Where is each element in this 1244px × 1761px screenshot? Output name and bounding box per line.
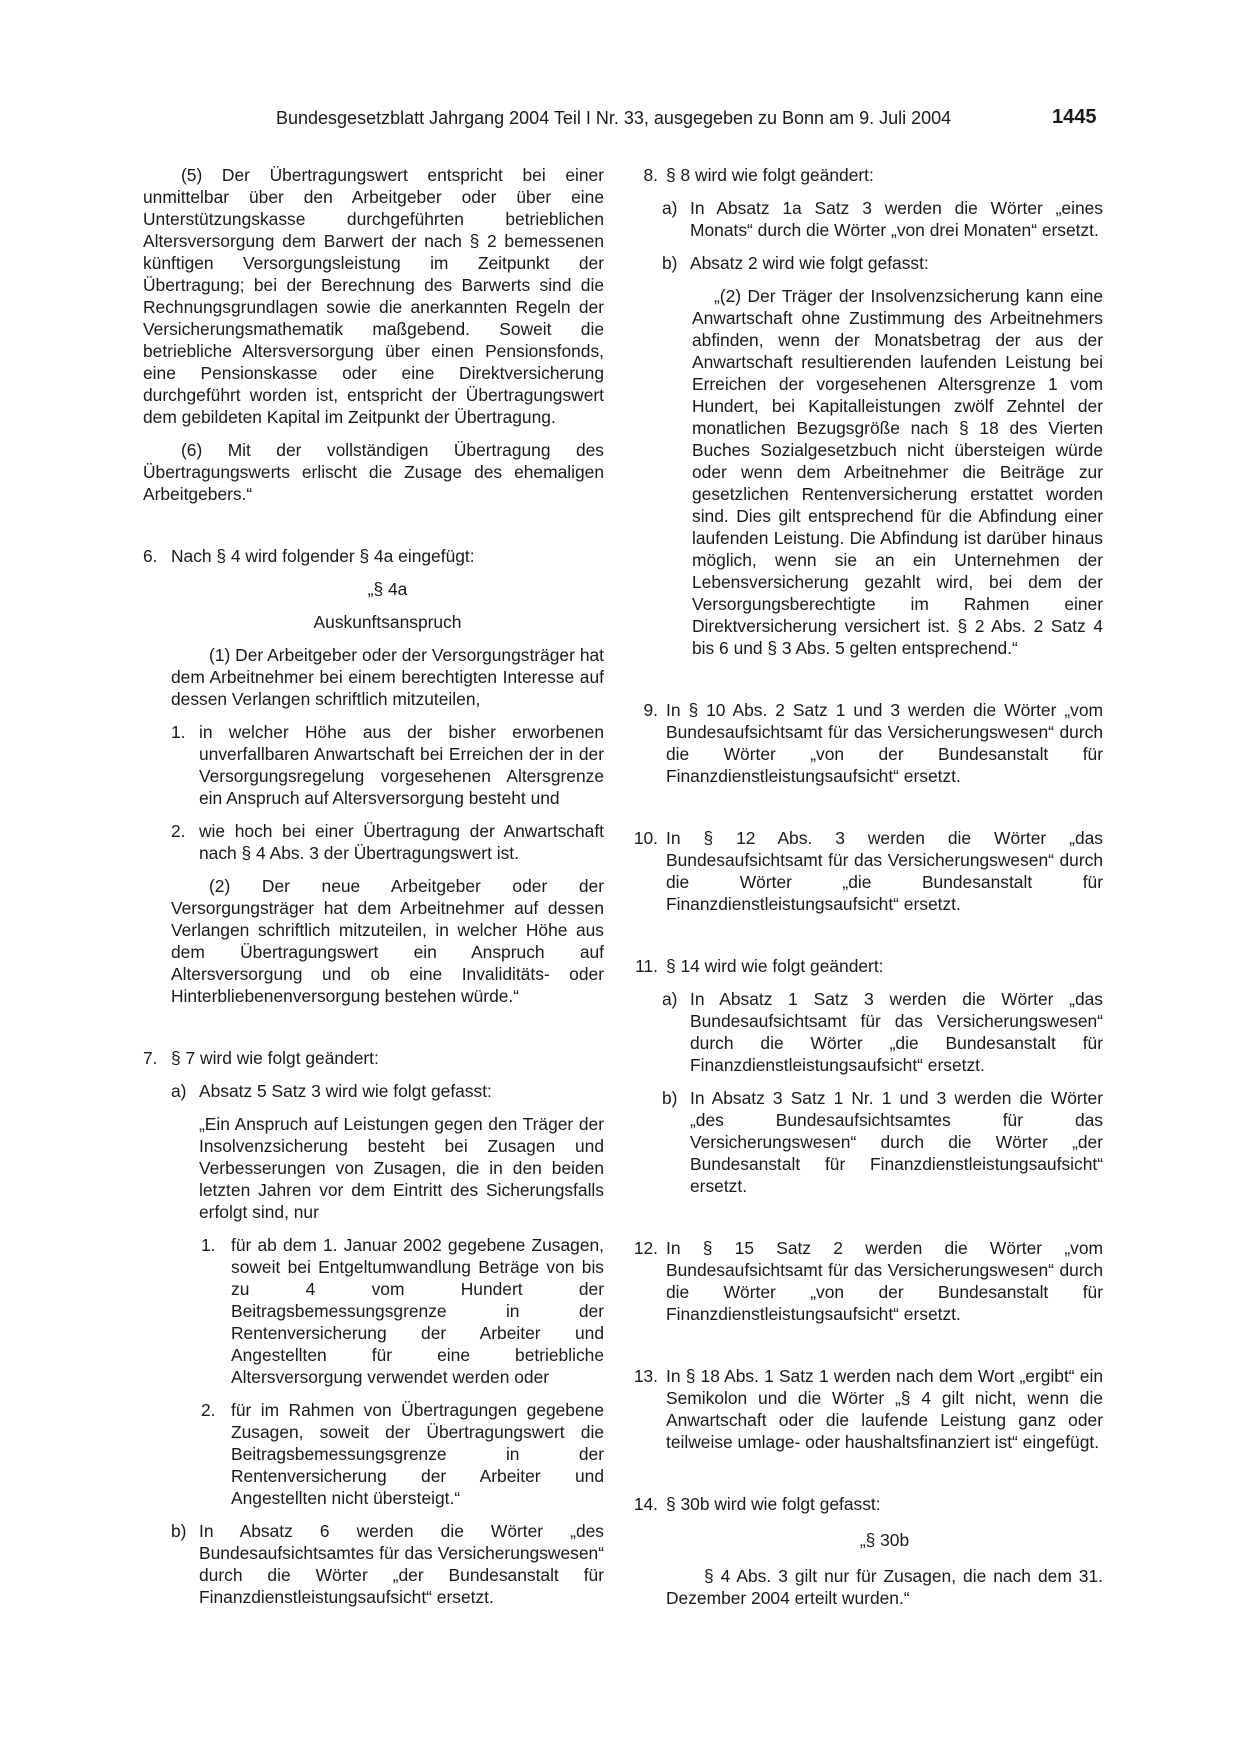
sub-item-text: Absatz 5 Satz 3 wird wie folgt gefasst: <box>199 1081 492 1101</box>
amendment-item-13 <box>630 1365 1103 1453</box>
item-text: In § 18 Abs. 1 Satz 1 werden nach dem Wort „ergibt“ ein Semikolon und die Wörter „§ 4 gilt nicht, wenn die Anwartschaft oder die laufende Leistung ganz oder teilweise umlage- oder haushaltsfinanziert ist“ eingefügt. <box>666 1366 1103 1452</box>
sub-item-letter: a) <box>171 1081 187 1101</box>
section-heading: „§ 30b <box>859 1530 910 1550</box>
list-number: 1. <box>171 722 186 742</box>
list-text: wie hoch bei einer Übertragung der Anwartschaft nach § 4 Abs. 3 der Übertragungswert ist. <box>199 821 604 863</box>
item-number: 13. <box>633 1366 658 1386</box>
item-number: 7. <box>143 1048 158 1068</box>
running-title: Bundesgesetzblatt Jahrgang 2004 Teil I Nr. 33, ausgegeben zu Bonn am 9. Juli 2004 <box>276 108 952 128</box>
item-text: Nach § 4 wird folgender § 4a eingefügt: <box>171 546 475 566</box>
quoted-text: „(2) Der Träger der Insolvenzsicherung kann eine Anwartschaft ohne Zustimmung des Arbeitnehmers abfinden, wenn der Monatsbetrag der aus der Anwartschaft resultierenden laufenden Leistung bei Erreichen der vorgesehenen Altersgrenze 1 vom Hundert, bei Kapitalleistungen zwölf Zehntel der monatlichen Bezugsgröße nach § 18 des Vierten Buches Sozialgesetzbuch nicht übersteigen würde oder wenn dem Arbeitnehmer die Beiträge zur gesetzlichen Rentenversicherung erstattet worden sind. Dies gilt entsprechend für die Abfindung einer laufenden Leistung. Die Abfindung ist darüber hinaus möglich, wenn sie an ein Unternehmen der Lebensversicherung gezahlt wird, bei dem der Versorgungsberechtigte im Rahmen einer Direktversicherung versichert ist. § 2 Abs. 2 Satz 4 bis 6 und § 3 Abs. 5 gelten entsprechend.“ <box>692 286 1103 658</box>
list-item <box>201 1399 604 1509</box>
amendment-item-12 <box>630 1237 1103 1325</box>
sub-item-letter: b) <box>662 1088 678 1108</box>
paragraph-6: (6) Mit der vollständigen Übertragung des Übertragungswerts erlischt die Zusage des ehemaligen Arbeitgebers.“ <box>143 440 604 504</box>
item-number: 9. <box>643 700 658 720</box>
list-text: in welcher Höhe aus der bisher erworbenen unverfallbaren Anwartschaft bei Erreichen der in der Versorgungsregelung vorgesehenen Altersgrenze ein Anspruch auf Altersversorgung besteht und <box>199 722 604 808</box>
item-number: 11. <box>635 956 658 976</box>
item-number: 6. <box>143 546 158 566</box>
sub-item-a <box>662 197 1103 241</box>
sub-item-text: In Absatz 1a Satz 3 werden die Wörter „eines Monats“ durch die Wörter „von drei Monaten“ ersetzt. <box>690 198 1103 240</box>
item-text: In § 12 Abs. 3 werden die Wörter „das Bundesaufsichtsamt für das Versicherungswesen“ durch die Wörter „die Bundesanstalt für Finanzdienstleistungsaufsicht“ ersetzt. <box>666 828 1103 914</box>
sub-item-letter: b) <box>171 1521 187 1541</box>
list-number: 2. <box>201 1400 216 1420</box>
item-number: 12. <box>633 1238 658 1258</box>
sub-item-b <box>662 1087 1103 1197</box>
page-number: 1445 <box>1052 106 1097 128</box>
list-text: für im Rahmen von Übertragungen gegebene Zusagen, soweit der Übertragungswert die Beitragsbemessungsgrenze in der Rentenversicherung der Arbeiter und Angestellten nicht übersteigt.“ <box>231 1400 604 1508</box>
left-column <box>143 164 604 1608</box>
sub-item-a <box>171 1080 604 1102</box>
quoted-text: „Ein Anspruch auf Leistungen gegen den Träger der Insolvenzsicherung besteht bei Zusagen und Verbesserungen von Zusagen, die in den beiden letzten Jahren vor dem Eintritt des Sicherungsfalls erfolgt sind, nur <box>199 1114 604 1222</box>
quoted-text: § 4 Abs. 3 gilt nur für Zusagen, die nach dem 31. Dezember 2004 erteilt wurden.“ <box>666 1566 1103 1608</box>
list-item <box>201 1234 604 1388</box>
sub-item-b <box>662 252 1103 274</box>
item-text: § 30b wird wie folgt gefasst: <box>666 1494 881 1514</box>
sub-item-letter: b) <box>662 253 678 273</box>
sub-item-letter: a) <box>662 989 678 1009</box>
page-header <box>0 108 1244 134</box>
sub-item-text: In Absatz 6 werden die Wörter „des Bundesaufsichtsamtes für das Versicherungswesen“ durch die Wörter „der Bundesanstalt für Finanzdienstleistungsaufsicht“ ersetzt. <box>199 1521 604 1607</box>
subsection-2: (2) Der neue Arbeitgeber oder der Versorgungsträger hat dem Arbeitnehmer auf dessen Verlangen schriftlich mitzuteilen, in welcher Höhe aus dem Übertragungswert ein Anspruch auf Altersversorgung und ob eine Invaliditäts- oder Hinterbliebenenversorgung bestehen würde.“ <box>171 876 604 1006</box>
item-text: § 8 wird wie folgt geändert: <box>666 165 874 185</box>
item-text: § 7 wird wie folgt geändert: <box>171 1048 379 1068</box>
paragraph-5: (5) Der Übertragungswert entspricht bei einer unmittelbar über den Arbeitgeber oder über eine Unterstützungskasse durchgeführten betrieblichen Altersversorgung dem Barwert der nach § 2 bemessenen künftigen Versorgungsleistung im Zeitpunkt der Übertragung; bei der Berechnung des Barwerts sind die Rechnungsgrundlagen sowie die anerkannten Regeln der Versicherungsmathematik maßgebend. Soweit die betriebliche Altersversorgung über einen Pensionsfonds, eine Pensionskasse oder eine Direktversicherung durchgeführt worden ist, entspricht der Übertragungswert dem gebildeten Kapital im Zeitpunkt der Übertragung. <box>143 165 604 427</box>
amendment-item-10 <box>630 827 1103 915</box>
section-title: Auskunftsanspruch <box>313 612 462 632</box>
list-text: für ab dem 1. Januar 2002 gegebene Zusagen, soweit bei Entgeltumwandlung Beträge von bis zu 4 vom Hundert der Beitragsbemessungsgrenze in der Rentenversicherung der Arbeiter und Angestellten für eine betriebliche Altersversorgung verwendet werden oder <box>231 1235 604 1387</box>
list-item <box>171 820 604 864</box>
amendment-item-6 <box>143 545 604 567</box>
subsection-1: (1) Der Arbeitgeber oder der Versorgungsträger hat dem Arbeitnehmer bei einem berechtigten Interesse auf dessen Verlangen schriftlich mitzuteilen, <box>171 645 604 709</box>
sub-item-b <box>171 1520 604 1608</box>
sub-item-letter: a) <box>662 198 678 218</box>
item-number: 10. <box>633 828 658 848</box>
list-number: 1. <box>201 1235 216 1255</box>
sub-item-text: In Absatz 1 Satz 3 werden die Wörter „das Bundesaufsichtsamt für das Versicherungswesen“ durch die Wörter „die Bundesanstalt für Finanzdienstleistungsaufsicht“ ersetzt. <box>690 989 1103 1075</box>
sub-item-a <box>662 988 1103 1076</box>
list-number: 2. <box>171 821 186 841</box>
amendment-item-7 <box>143 1047 604 1069</box>
item-text: In § 10 Abs. 2 Satz 1 und 3 werden die Wörter „vom Bundesaufsichtsamt für das Versicherungswesen“ durch die Wörter „von der Bundesanstalt für Finanzdienstleistungsaufsicht“ ersetzt. <box>666 700 1103 786</box>
list-item <box>171 721 604 809</box>
section-heading: „§ 4a <box>367 579 408 599</box>
item-number: 8. <box>643 165 658 185</box>
sub-item-text: Absatz 2 wird wie folgt gefasst: <box>690 253 929 273</box>
amendment-item-9 <box>630 699 1103 787</box>
sub-item-text: In Absatz 3 Satz 1 Nr. 1 und 3 werden die Wörter „des Bundesaufsichtsamtes für das Versicherungswesen“ durch die Wörter „der Bundesanstalt für Finanzdienstleistungsaufsicht“ ersetzt. <box>690 1088 1103 1196</box>
amendment-item-14 <box>630 1493 1103 1515</box>
item-text: In § 15 Satz 2 werden die Wörter „vom Bundesaufsichtsamt für das Versicherungswesen“ durch die Wörter „von der Bundesanstalt für Finanzdienstleistungsaufsicht“ ersetzt. <box>666 1238 1103 1324</box>
right-column <box>630 164 1103 1609</box>
amendment-item-11 <box>630 955 1103 977</box>
item-text: § 14 wird wie folgt geändert: <box>666 956 884 976</box>
amendment-item-8 <box>630 164 1103 186</box>
item-number: 14. <box>633 1494 658 1514</box>
